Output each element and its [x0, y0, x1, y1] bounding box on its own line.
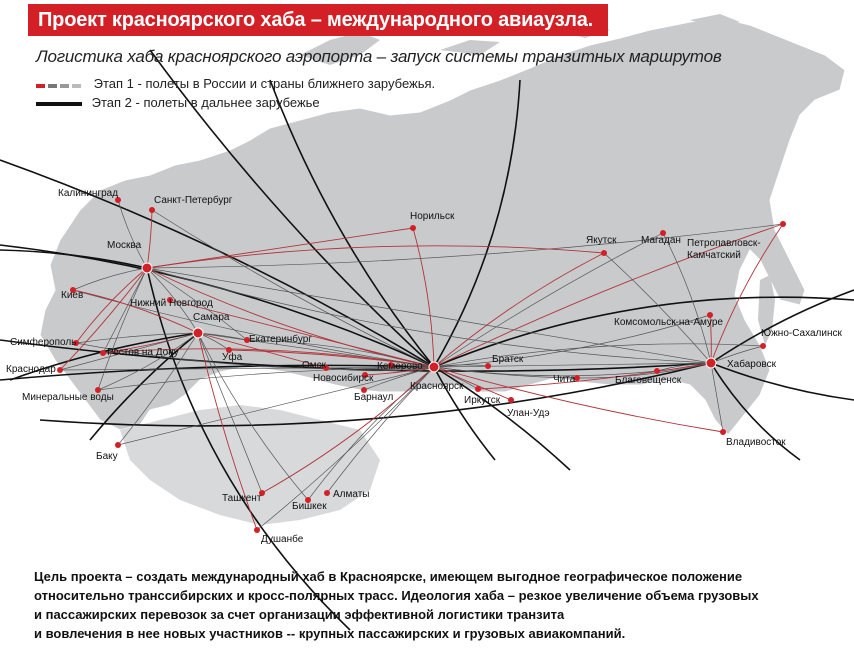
city-label-khabarovsk: Хабаровск [727, 359, 776, 370]
map-subtitle: Логистика хаба красноярского аэропорта – запуск системы транзитных маршрутов [36, 47, 722, 66]
city-marker-petro [780, 221, 786, 227]
city-label-almaty: Алматы [333, 489, 370, 500]
city-label-omsk: Омск [302, 360, 327, 371]
legend-stage1-label: Этап 1 - полеты в России и страны ближнего зарубежья. [93, 76, 436, 91]
description-line-1: Цель проекта – создать международный хаб в Красноярске, имеющем выгодное географическое положение [34, 569, 743, 584]
city-marker-blagoveshchensk [654, 368, 660, 374]
city-label-vladivostok: Владивосток [726, 437, 786, 448]
city-marker-vladivostok [720, 429, 726, 435]
city-label-spb: Санкт-Петербург [154, 195, 233, 206]
city-marker-krasnodar [57, 367, 63, 373]
city-label-krasnoyarsk: Красноярск [410, 381, 464, 392]
city-label-bratsk: Братск [492, 354, 524, 365]
city-marker-samara [193, 328, 203, 338]
project-description [34, 567, 824, 643]
city-label-magadan: Магадан [641, 235, 681, 246]
city-marker-baku [115, 442, 121, 448]
city-label-ufa: Уфа [222, 352, 243, 363]
city-label-chita: Чита [553, 374, 576, 385]
city-label-komsomolsk: Комсомольск-на-Амуре [614, 317, 723, 328]
city-marker-irkutsk [475, 386, 481, 392]
city-label-dushanbe: Душанбе [261, 534, 304, 545]
city-label-nnovgorod: Нижний Новгород [130, 298, 213, 309]
legend-stage2-label: Этап 2 - полеты в дальнее зарубежье [91, 95, 320, 110]
city-marker-rostov [100, 350, 106, 356]
city-label-yakutsk: Якутск [586, 235, 617, 246]
city-marker-bratsk [485, 363, 491, 369]
stage1-swatch [36, 77, 84, 92]
city-label-rostov: Ростов на Дону [107, 347, 179, 358]
city-label-barnaul: Барнаул [354, 392, 394, 403]
city-label-novosibirsk: Новосибирск [313, 373, 374, 384]
city-label-kemerovo: Кемерово [377, 361, 423, 372]
description-line-3: и пассажирских перевозок за счет организации эффективной логистики транзита [34, 607, 565, 622]
city-label-samara: Самара [193, 312, 230, 323]
page-title: Проект красноярского хаба – международного авиаузла. [28, 4, 608, 36]
city-label-petropavlovsk_1: Петропавловск- [687, 238, 761, 249]
description-line-2: относительно транссибирских и кросс-полярных трасс. Идеология хаба – резкое увеличение объема грузовых [34, 588, 759, 603]
city-marker-moscow [142, 263, 152, 273]
city-marker-dushanbe [254, 527, 260, 533]
city-marker-spb [149, 207, 155, 213]
city-label-krasnodar: Краснодар [6, 364, 56, 375]
city-label-petropavlovsk_2: Камчатский [687, 250, 741, 261]
city-marker-ulanude [508, 397, 514, 403]
city-marker-khabarovsk [706, 358, 716, 368]
city-label-minvody: Минеральные воды [22, 392, 114, 403]
city-label-kaliningrad: Калининград [58, 188, 119, 199]
city-marker-yuzhno [760, 343, 766, 349]
city-label-irkutsk: Иркутск [464, 395, 501, 406]
city-marker-krasnoyarsk [429, 362, 439, 372]
legend-stage2 [36, 95, 320, 110]
city-label-yuzhno: Южно-Сахалинск [761, 328, 842, 339]
city-label-baku: Баку [96, 451, 118, 462]
city-label-ekaterinburg: Екатеринбург [249, 334, 312, 345]
city-label-ulanude: Улан-Удэ [507, 408, 550, 419]
description-line-4: и вовлечения в нее новых участников -- крупных пассажирских и грузовых авиакомпаний. [34, 626, 626, 641]
legend-stage1 [36, 76, 435, 92]
city-marker-norilsk [410, 225, 416, 231]
city-label-kiev: Киев [61, 290, 84, 301]
stage2-swatch [36, 102, 82, 106]
city-label-simferopol: Симферополь [10, 337, 77, 348]
city-marker-yakutsk [601, 250, 607, 256]
city-label-blagoveshchensk: Благовещенск [615, 375, 682, 386]
city-label-moscow: Москва [107, 240, 142, 251]
city-label-bishkek: Бишкек [292, 501, 327, 512]
city-label-norilsk: Норильск [410, 211, 455, 222]
city-marker-almaty [324, 490, 330, 496]
city-label-tashkent: Ташкент [222, 493, 262, 504]
